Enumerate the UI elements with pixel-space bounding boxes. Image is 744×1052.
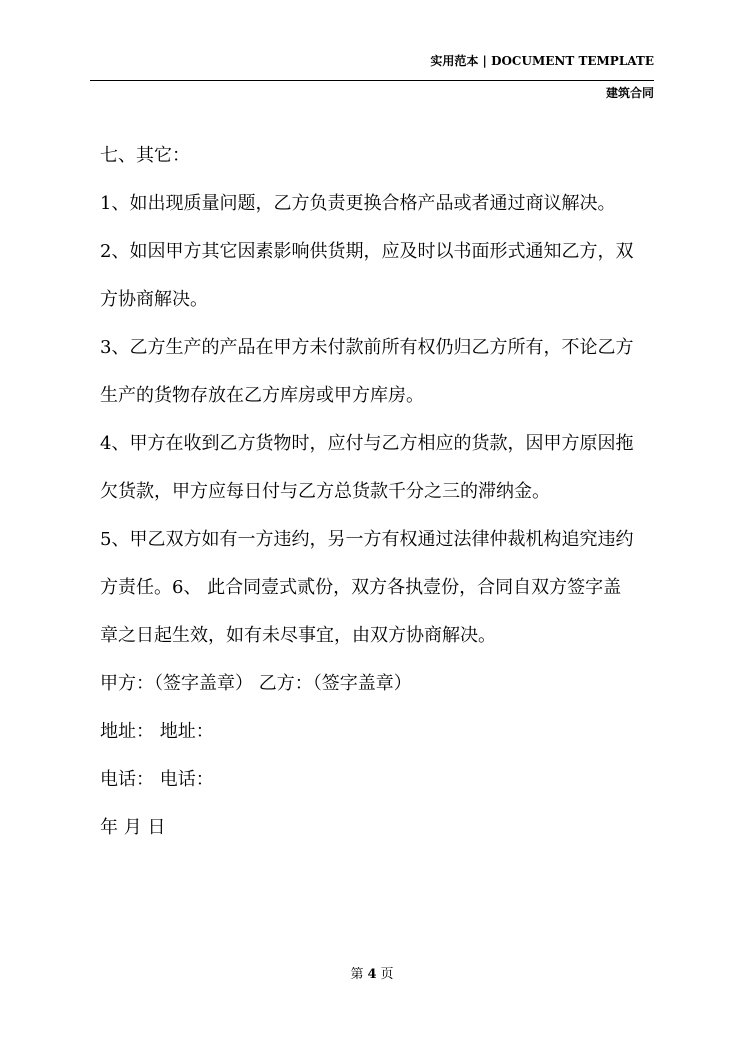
header-subtitle: 建筑合同 (605, 86, 654, 100)
paragraph-line: 生产的货物存放在乙方库房或甲方库房。 (100, 385, 424, 406)
document-body (100, 132, 660, 852)
page-header (90, 52, 654, 102)
address-line: 地址： 地址： (100, 721, 214, 742)
paragraph-line: 3、乙方生产的产品在甲方未付款前所有权仍归乙方所有，不论乙方 (100, 337, 634, 358)
paragraph-line: 1、如出现质量问题，乙方负责更换合格产品或者通过商议解决。 (100, 193, 616, 214)
phone-line: 电话： 电话： (100, 769, 214, 790)
paragraph-line: 5、甲乙双方如有一方违约，另一方有权通过法律仲裁机构追究违约 (100, 529, 634, 550)
page-prefix: 第 (350, 967, 364, 982)
header-divider (90, 80, 654, 81)
page-number: 4 (367, 967, 377, 982)
signature-line: 甲方：（签字盖章） 乙方：（签字盖章） (100, 673, 412, 694)
section-heading: 七、其它： (100, 145, 190, 166)
paragraph-line: 2、如因甲方其它因素影响供货期，应及时以书面形式通知乙方，双 (100, 241, 634, 262)
page-footer (0, 966, 744, 984)
paragraph-line: 方协商解决。 (100, 289, 208, 310)
page-suffix: 页 (380, 967, 394, 982)
paragraph-line: 方责任。6、 此合同壹式贰份，双方各执壹份，合同自双方签字盖 (100, 577, 622, 598)
paragraph-line: 章之日起生效，如有未尽事宜，由双方协商解决。 (100, 625, 496, 646)
date-line: 年 月 日 (100, 817, 166, 838)
header-title: 实用范本 | DOCUMENT TEMPLATE (430, 54, 654, 68)
paragraph-line: 欠货款，甲方应每日付与乙方总货款千分之三的滞纳金。 (100, 481, 550, 502)
paragraph-line: 4、甲方在收到乙方货物时，应付与乙方相应的货款，因甲方原因拖 (100, 433, 634, 454)
